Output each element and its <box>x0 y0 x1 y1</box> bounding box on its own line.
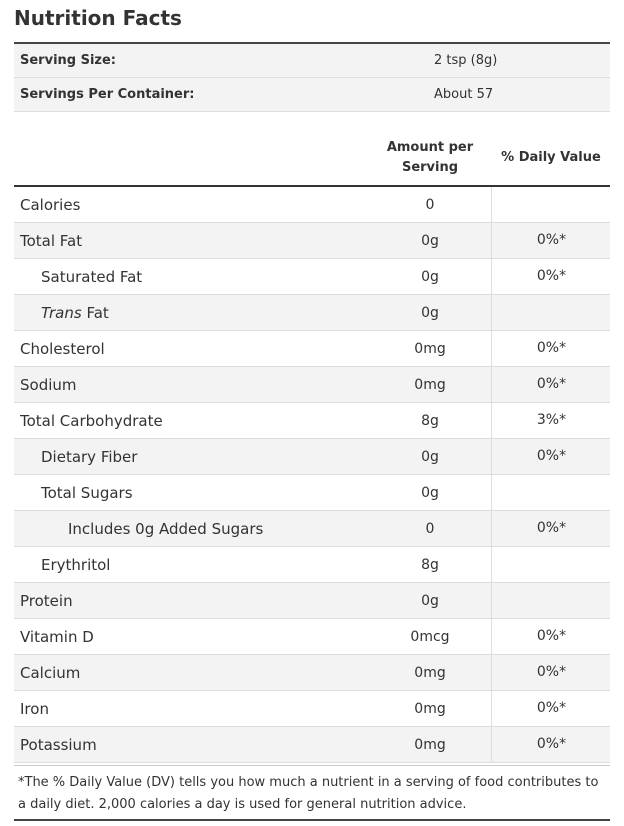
nutrient-name-rest: Fat <box>81 304 109 322</box>
nutrient-amount: 0mg <box>414 737 446 753</box>
nutrient-daily-value: 0%* <box>491 367 611 402</box>
nutrient-name: Total Sugars <box>41 484 133 502</box>
page-title: Nutrition Facts <box>14 6 182 30</box>
nutrient-daily-value: 0%* <box>491 439 611 474</box>
table-row <box>14 439 610 475</box>
nutrient-name: Includes 0g Added Sugars <box>68 520 264 538</box>
nutrient-daily-value <box>491 547 611 582</box>
table-header <box>14 130 610 187</box>
nutrient-daily-value: 0%* <box>491 727 611 762</box>
table-row <box>14 367 610 403</box>
nutrient-name: Calcium <box>20 664 81 682</box>
nutrient-name: Protein <box>20 592 73 610</box>
table-row <box>14 259 610 295</box>
table-row <box>14 583 610 619</box>
nutrient-amount: 0mg <box>414 701 446 717</box>
nutrient-amount: 8g <box>421 413 439 429</box>
nutrient-name: Saturated Fat <box>41 268 143 286</box>
serving-size-row <box>14 44 610 78</box>
nutrient-amount: 0g <box>421 269 439 285</box>
serving-size-value: 2 tsp (8g) <box>434 53 498 68</box>
nutrient-name: Calories <box>20 196 81 214</box>
nutrient-daily-value: 0%* <box>491 511 611 546</box>
table-row <box>14 619 610 655</box>
nutrient-amount: 0g <box>421 485 439 501</box>
nutrient-daily-value: 0%* <box>491 655 611 690</box>
table-row <box>14 403 610 439</box>
nutrient-amount: 0mg <box>414 665 446 681</box>
nutrient-name: Total Carbohydrate <box>20 412 163 430</box>
nutrient-daily-value: 0%* <box>491 331 611 366</box>
nutrient-daily-value <box>491 583 611 618</box>
nutrient-amount: 0mg <box>414 377 446 393</box>
nutrient-name-italic: Trans <box>41 304 82 322</box>
table-row <box>14 295 610 331</box>
nutrient-name <box>41 304 109 322</box>
amount-per-serving-header <box>380 138 480 178</box>
table-row <box>14 187 610 223</box>
bottom-divider <box>14 819 610 821</box>
nutrient-amount: 0 <box>425 521 435 537</box>
daily-value-header: % Daily Value <box>501 150 601 165</box>
servings-per-container-row <box>14 78 610 112</box>
nutrient-name: Erythritol <box>41 556 111 574</box>
table-row <box>14 691 610 727</box>
nutrient-name: Potassium <box>20 736 97 754</box>
nutrient-daily-value <box>491 187 611 222</box>
nutrient-daily-value <box>491 475 611 510</box>
serving-size-label: Serving Size: <box>20 53 117 68</box>
nutrient-name: Vitamin D <box>20 628 94 646</box>
table-row <box>14 511 610 547</box>
servings-per-container-label: Servings Per Container: <box>20 87 195 102</box>
nutrient-amount: 0g <box>421 233 439 249</box>
table-row <box>14 547 610 583</box>
table-row <box>14 475 610 511</box>
nutrient-table <box>14 187 610 763</box>
nutrient-daily-value: 0%* <box>491 691 611 726</box>
nutrient-amount: 0g <box>421 593 439 609</box>
amount-header-line1: Amount per <box>386 140 474 155</box>
nutrient-amount: 0g <box>421 449 439 465</box>
serving-info <box>14 42 610 112</box>
table-row <box>14 223 610 259</box>
nutrient-amount: 0g <box>421 305 439 321</box>
nutrient-daily-value: 0%* <box>491 223 611 258</box>
nutrient-amount: 0mcg <box>410 629 450 645</box>
nutrient-daily-value: 0%* <box>491 259 611 294</box>
nutrient-amount: 0mg <box>414 341 446 357</box>
servings-per-container-value: About 57 <box>434 87 494 102</box>
nutrient-amount: 8g <box>421 557 439 573</box>
nutrient-daily-value: 3%* <box>491 403 611 438</box>
nutrient-amount: 0 <box>425 197 435 213</box>
table-row <box>14 331 610 367</box>
nutrient-name: Iron <box>20 700 49 718</box>
nutrient-daily-value <box>491 295 611 330</box>
amount-header-line2: Serving <box>401 160 459 175</box>
daily-value-footnote: *The % Daily Value (DV) tells you how much a nutrient in a serving of food contributes to a daily diet. 2,000 calories a day is used for general nutrition advice. <box>14 765 610 826</box>
nutrient-name: Dietary Fiber <box>41 448 138 466</box>
nutrient-name: Total Fat <box>20 232 83 250</box>
table-row <box>14 655 610 691</box>
table-row <box>14 727 610 763</box>
nutrient-name: Cholesterol <box>20 340 105 358</box>
nutrient-name: Sodium <box>20 376 77 394</box>
nutrient-daily-value: 0%* <box>491 619 611 654</box>
